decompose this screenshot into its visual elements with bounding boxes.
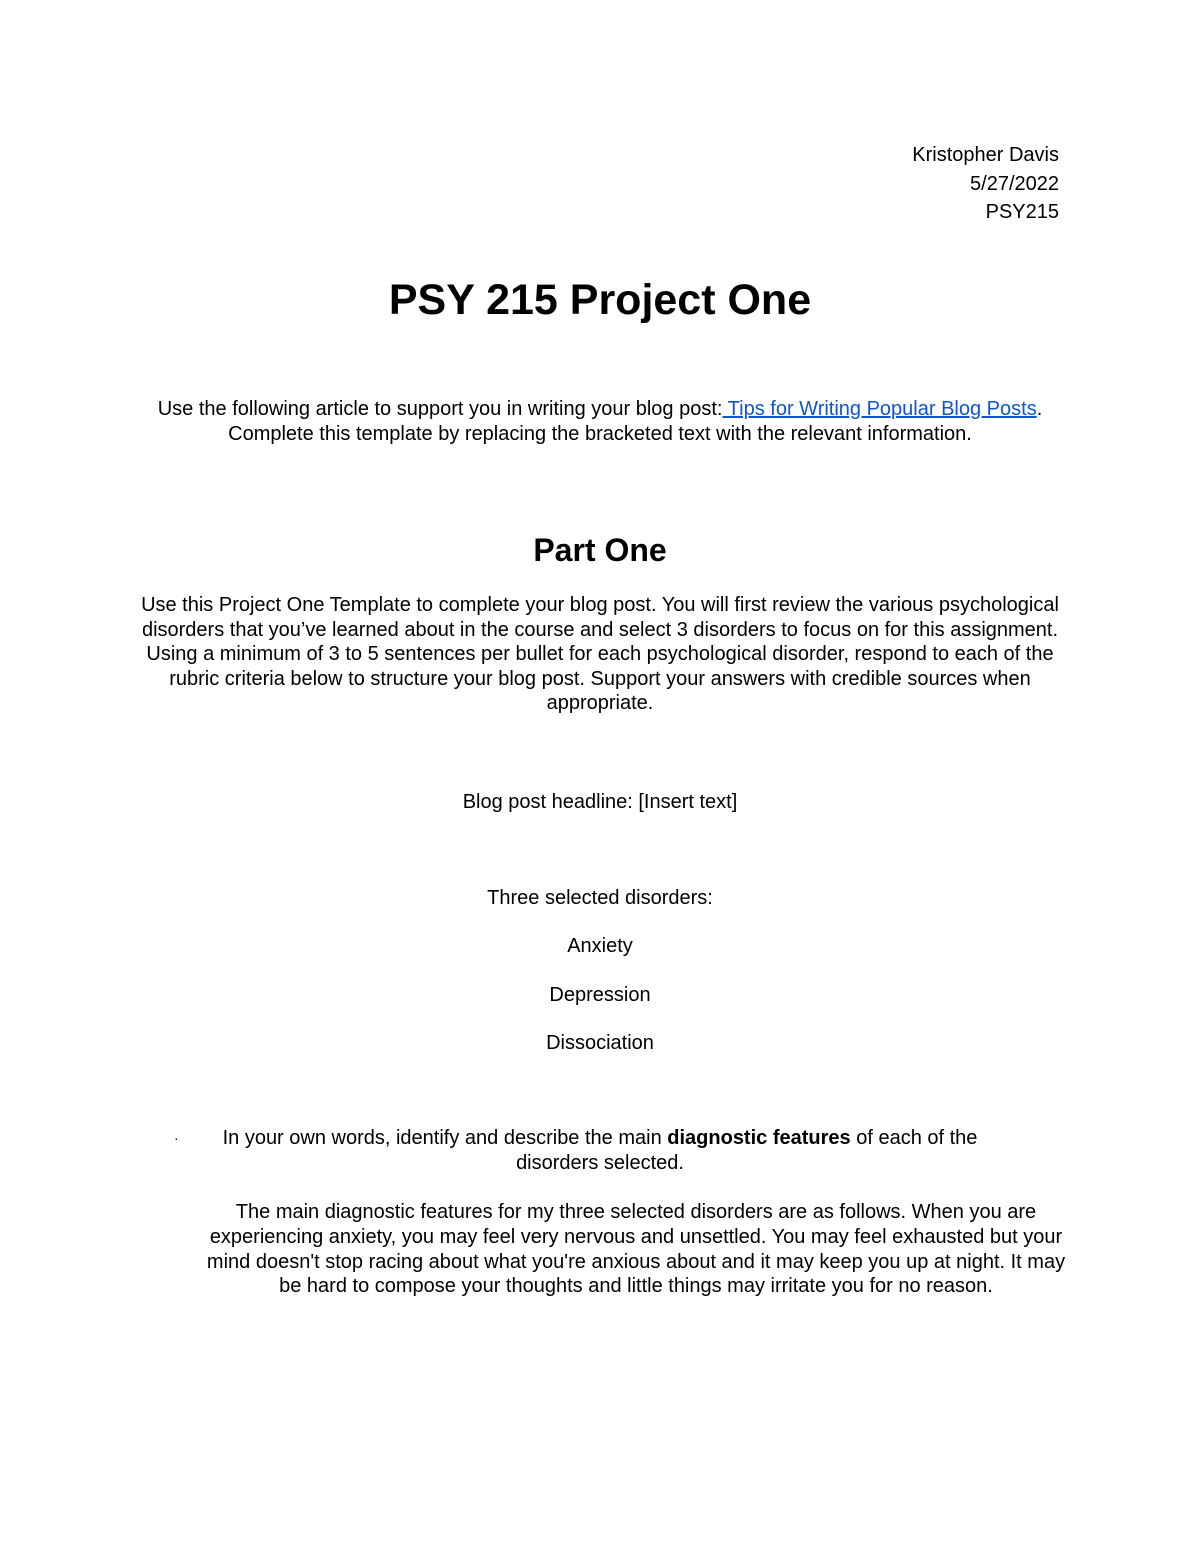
rubric-bullet (140, 1126, 1060, 1176)
bullet-text-after-bold: of each of the disorders selected. (516, 1127, 978, 1174)
bullet-text-before-bold: In your own words, identify and describe the main (222, 1127, 668, 1149)
intro-paragraph (140, 397, 1060, 447)
part-one-instructions: Use this Project One Template to complete your blog post. You will first review the various psychological disorders that you’ve learned about in the course and select 3 disorders to focus on for this assignment. Using a minimum of 3 to 5 sentences per bullet for each psychological disorder, respond to each of the rubric criteria below to structure your blog post. Support your answers with credible sources when appropriate. (141, 594, 1059, 715)
disorder-item: Dissociation (546, 1032, 654, 1054)
tips-article-link[interactable]: Tips for Writing Popular Blog Posts (722, 398, 1037, 420)
intro-text-before-link: Use the following article to support you in writing your blog post: (157, 398, 723, 420)
bullet-bold-term: diagnostic features (667, 1127, 851, 1149)
rubric-bullet-text (200, 1126, 1000, 1176)
disorder-item: Anxiety (567, 935, 633, 957)
date-line: 5/27/2022 (970, 172, 1059, 195)
part-one-heading: Part One (533, 532, 667, 568)
blog-headline-line: Blog post headline: [Insert text] (462, 791, 738, 813)
intro-text-after-link: . Complete this template by replacing the bracketed text with the relevant information. (228, 398, 1043, 445)
author-name: Kristopher Davis (912, 144, 1059, 166)
disorder-item: Depression (549, 984, 651, 1006)
diagnostic-features-answer: The main diagnostic features for my three selected disorders are as follows. When you are experiencing anxiety, you may feel very nervous and unsettled. You may feel exhausted but your mind doesn't stop racing about what you're anxious about and it may keep you up at night. It may be hard to compose your thoughts and little things may irritate you for no reason. (206, 1201, 1066, 1298)
disorders-label: Three selected disorders: (487, 887, 713, 909)
document-title: PSY 215 Project One (388, 276, 812, 324)
bullet-marker: · (174, 1130, 179, 1146)
author-header (912, 141, 1059, 227)
course-code: PSY215 (985, 201, 1059, 223)
